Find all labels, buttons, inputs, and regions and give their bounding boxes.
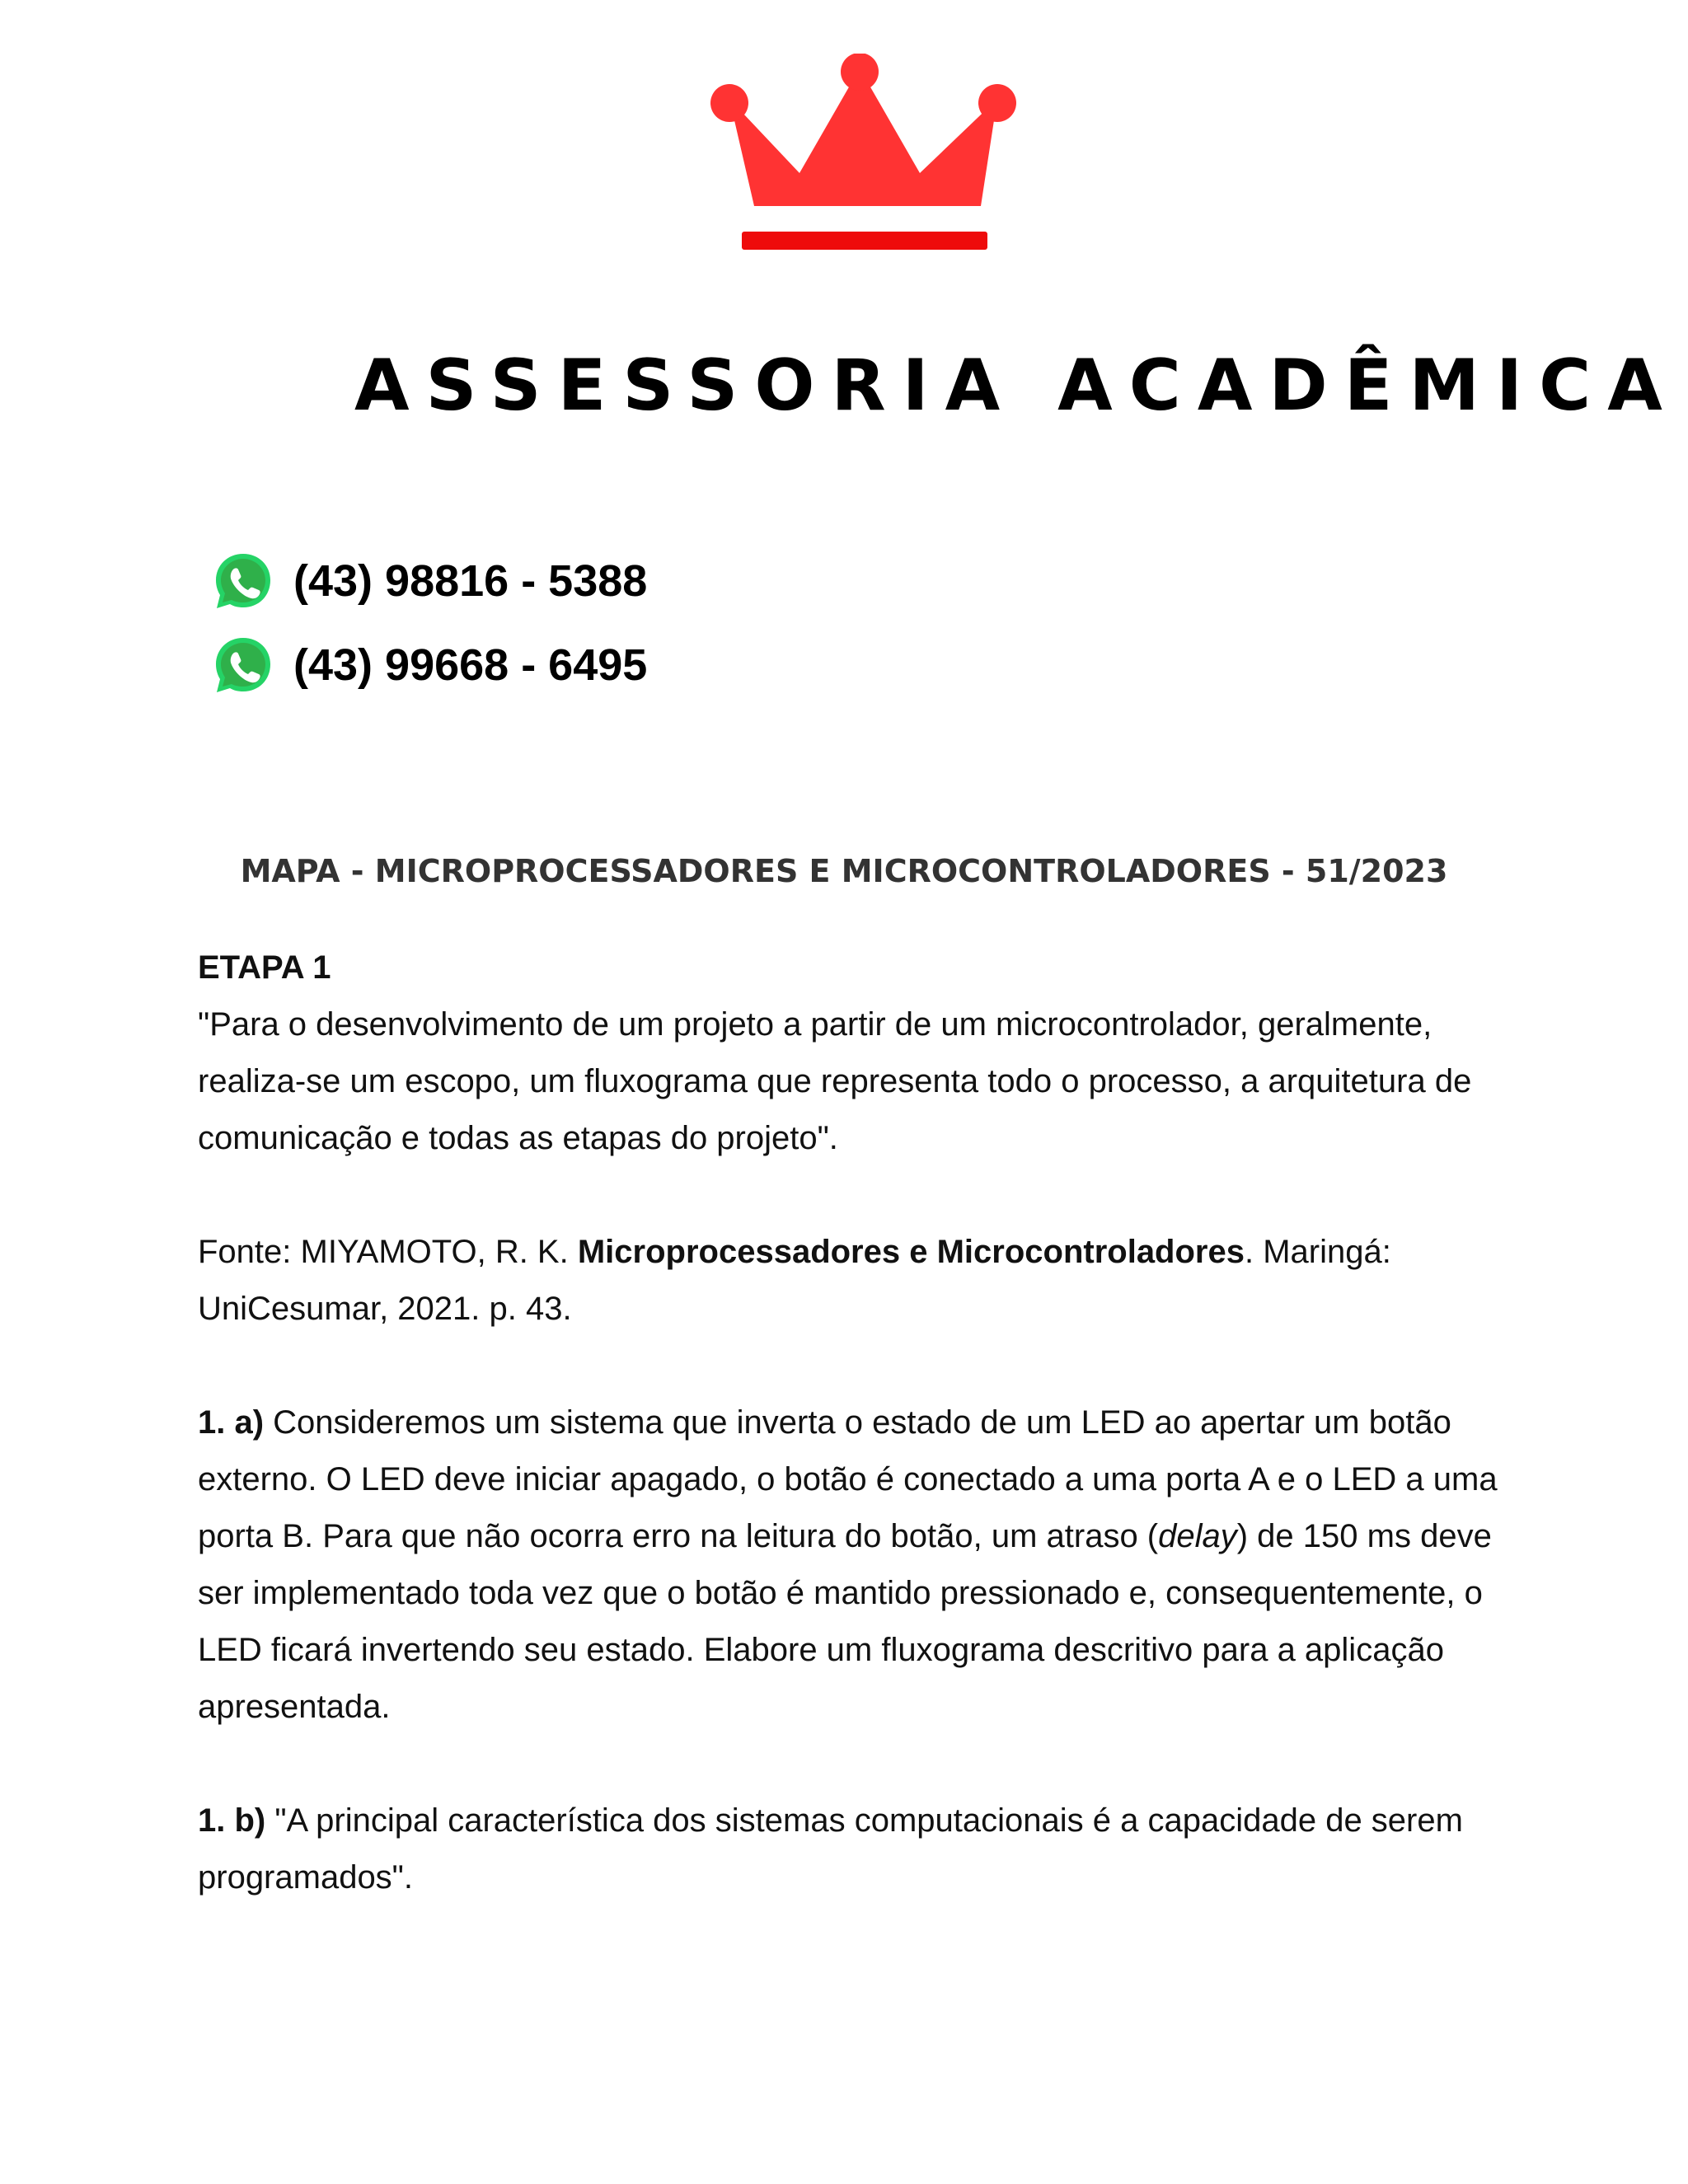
question-b bbox=[198, 1793, 1517, 1906]
question-b-label: 1. b) bbox=[198, 1802, 266, 1839]
question-a-text-2: ) de 150 ms deve ser implementado toda vez que o botão é mantido pressionado e, consequentemente, o LED ficará invertendo seu estado. Elabore um fluxograma descritivo para a aplicação apresentada. bbox=[198, 1518, 1492, 1725]
contact-item bbox=[213, 632, 647, 698]
question-b-text: "A principal característica dos sistemas computacionais é a capacidade de serem programados". bbox=[198, 1802, 1463, 1896]
whatsapp-icon bbox=[213, 551, 274, 612]
crown-icon bbox=[709, 54, 1026, 260]
question-a-text-1: Consideremos um sistema que inverta o estado de um LED ao apertar um botão externo. O LED deve iniciar apagado, o botão é conectado a uma porta A e o LED a uma porta B. Para que não ocorra erro na leitura do botão, um atraso ( bbox=[198, 1404, 1498, 1554]
question-a bbox=[198, 1394, 1517, 1736]
whatsapp-icon bbox=[213, 635, 274, 696]
source-prefix: Fonte: MIYAMOTO, R. K. bbox=[198, 1234, 578, 1270]
contact-item bbox=[213, 548, 647, 614]
question-a-label: 1. a) bbox=[198, 1404, 265, 1441]
phone-number: (43) 99668 - 6495 bbox=[293, 640, 648, 690]
document-body bbox=[198, 940, 1517, 1963]
source-paragraph bbox=[198, 1224, 1517, 1338]
question-a-italic: delay bbox=[1158, 1518, 1237, 1554]
quote-paragraph: "Para o desenvolvimento de um projeto a partir de um microcontrolador, geralmente, realiza-se um escopo, um fluxograma que representa todo o processo, a arquitetura de comunicação e todas as etapas do projeto". bbox=[198, 1006, 1472, 1156]
brand-name: ASSESSORIA ACADÊMICA bbox=[354, 344, 1679, 427]
document-title: MAPA - MICROPROCESSADORES E MICROCONTROLADORES - 51/2023 bbox=[240, 853, 1448, 889]
contact-list bbox=[213, 548, 647, 716]
source-book-title: Microprocessadores e Microcontroladores bbox=[577, 1234, 1245, 1270]
source-suffix: . Maringá: UniCesumar, 2021. p. 43. bbox=[198, 1234, 1391, 1327]
phone-number: (43) 98816 - 5388 bbox=[293, 556, 648, 606]
stage-heading: ETAPA 1 bbox=[198, 949, 331, 986]
